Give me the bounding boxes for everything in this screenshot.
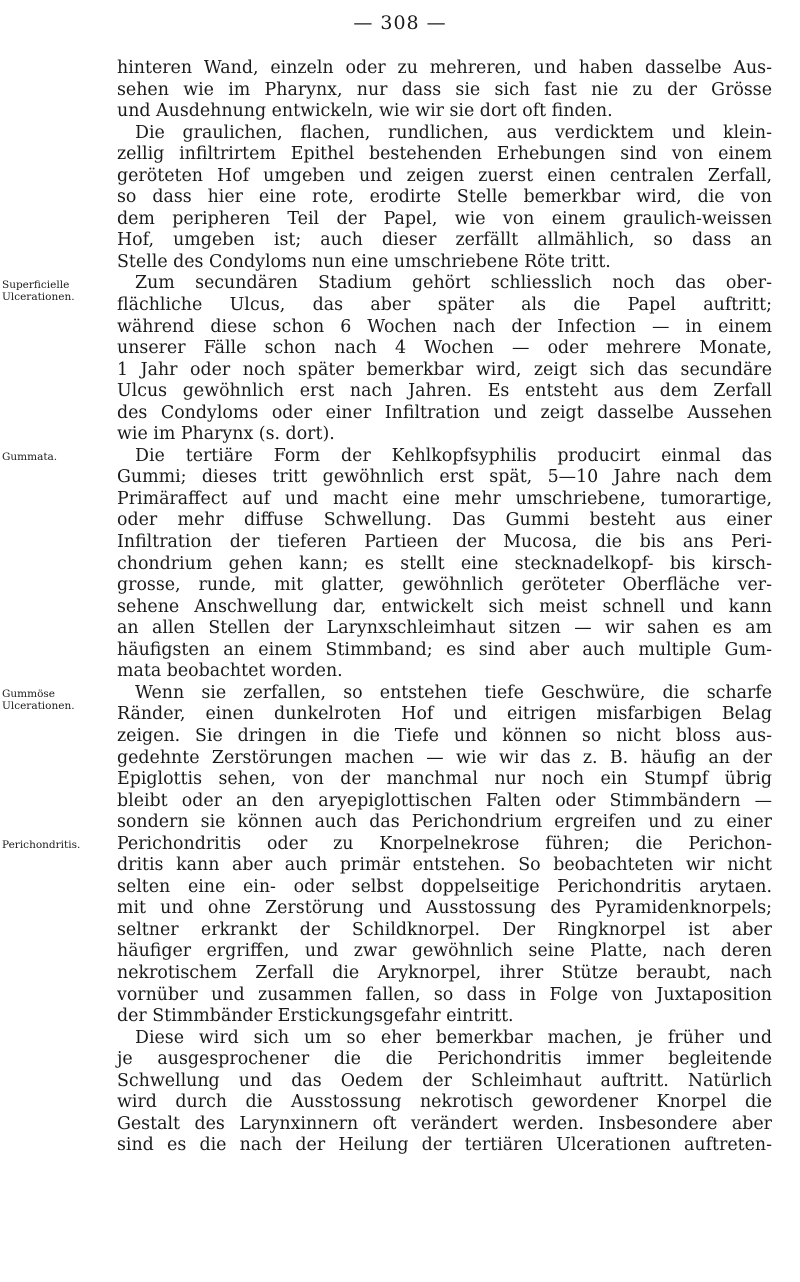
margin-note-line: Gummata.	[2, 450, 58, 463]
text-line: zeigen. Sie dringen in die Tiefe und können so nicht bloss aus-	[117, 725, 772, 746]
text-line: Stelle des Condyloms nun eine umschriebene Röte tritt.	[117, 251, 611, 272]
text-line: unserer Fälle schon nach 4 Wochen — oder mehrere Monate,	[117, 338, 772, 359]
text-line: wie im Pharynx (s. dort).	[117, 424, 335, 445]
text-line: hinteren Wand, einzeln oder zu mehreren, und haben dasselbe Aus-	[117, 58, 772, 78]
text-line: wird durch die Ausstossung nekrotisch gewordener Knorpel die	[117, 1092, 772, 1113]
page-number: — 308 —	[353, 12, 447, 34]
text-line: häufigsten an einem Stimmband; es sind aber auch multiple Gum-	[117, 639, 772, 660]
margin-note-line: Gummöse	[2, 687, 55, 700]
text-line: sondern sie können auch das Perichondrium ergreifen und zu einer	[117, 812, 772, 833]
text-line: sehene Anschwellung dar, entwickelt sich meist schnell und kann	[117, 596, 772, 617]
text-line: Die graulichen, flachen, rundlichen, aus verdicktem und klein-	[135, 122, 772, 143]
text-line: Wenn sie zerfallen, so entstehen tiefe Geschwüre, die scharfe	[135, 682, 772, 703]
text-line: chondrium gehen kann; es stellt eine stecknadelkopf- bis kirsch-	[117, 553, 772, 574]
text-line: geröteten Hof umgeben und zeigen zuerst einen centralen Zerfall,	[117, 165, 772, 186]
text-line: sind es die nach der Heilung der tertiären Ulcerationen auftreten-	[117, 1135, 772, 1156]
text-line: häufiger ergriffen, und zwar gewöhnlich seine Platte, nach deren	[117, 941, 772, 962]
text-line: 1 Jahr oder noch später bemerkbar wird, zeigt sich das secundäre	[117, 359, 772, 380]
text-line: grosse, runde, mit glatter, gewöhnlich geröteter Oberfläche ver-	[117, 575, 772, 596]
text-line: so dass hier eine rote, erodirte Stelle bemerkbar wird, die von	[117, 187, 772, 208]
text-line: Epiglottis sehen, von der manchmal nur noch ein Stumpf übrig	[117, 769, 772, 790]
text-line: gedehnte Zerstörungen machen — wie wir das z. B. häufig an der	[117, 747, 772, 768]
text-line: Diese wird sich um so eher bemerkbar machen, je früher und	[135, 1027, 772, 1048]
text-line: sehen wie im Pharynx, nur dass sie sich fast nie zu der Grösse	[117, 79, 772, 100]
margin-note-line: Perichondritis.	[2, 838, 81, 851]
margin-note	[2, 839, 114, 851]
text-line: mata beobachtet worden.	[117, 661, 343, 682]
margin-note	[2, 688, 114, 712]
text-line: dem peripheren Teil der Papel, wie von einem graulich-weissen	[117, 208, 772, 229]
text-line: mit und ohne Zerstörung und Ausstossung des Pyramidenknorpels;	[117, 898, 772, 919]
text-line: vornüber und zusammen fallen, so dass in Folge von Juxtaposition	[117, 984, 772, 1005]
text-line: seltner erkrankt der Schildknorpel. Der Ringknorpel ist aber	[117, 919, 772, 940]
text-line: Hof, umgeben ist; auch dieser zerfällt allmählich, so dass an	[117, 230, 772, 251]
margin-note-line: Superficielle	[2, 278, 70, 291]
text-line: Primäraffect auf und macht eine mehr umschriebene, tumorartige,	[117, 488, 772, 509]
text-line: Ränder, einen dunkelroten Hof und eitrigen misfarbigen Belag	[117, 704, 772, 725]
text-line: Gestalt des Larynxinnern oft verändert werden. Insbesondere aber	[117, 1113, 772, 1134]
text-line: je ausgesprochener die die Perichondritis immer begleitende	[117, 1049, 772, 1070]
text-line: bleibt oder an den aryepiglottischen Falten oder Stimmbändern —	[117, 790, 772, 811]
text-line: Gummi; dieses tritt gewöhnlich erst spät, 5—10 Jahre nach dem	[117, 467, 772, 488]
text-line: flächliche Ulcus, das aber später als die Papel auftritt;	[117, 295, 772, 316]
margin-note-line: Ulcerationen.	[2, 290, 75, 303]
text-line: dritis kann aber auch primär entstehen. So beobachteten wir nicht	[117, 855, 772, 876]
text-line: zellig infiltrirtem Epithel bestehenden Erhebungen sind von einem	[117, 144, 772, 165]
text-line: oder mehr diffuse Schwellung. Das Gummi besteht aus einer	[117, 510, 772, 531]
text-line: Die tertiäre Form der Kehlkopfsyphilis producirt einmal das	[135, 445, 772, 466]
text-line: der Stimmbänder Erstickungsgefahr eintritt.	[117, 1006, 514, 1027]
text-line: während diese schon 6 Wochen nach der Infection — in einem	[117, 316, 772, 337]
text-line: nekrotischem Zerfall die Aryknorpel, ihrer Stütze beraubt, nach	[117, 962, 772, 983]
text-line: an allen Stellen der Larynxschleimhaut sitzen — wir sahen es am	[117, 618, 772, 639]
margin-note-line: Ulcerationen.	[2, 699, 75, 712]
margin-note	[2, 279, 114, 303]
text-line: und Ausdehnung entwickeln, wie wir sie dort oft finden.	[117, 101, 613, 122]
text-line: Perichondritis oder zu Knorpelnekrose führen; die Perichon-	[117, 833, 772, 854]
text-line: Ulcus gewöhnlich erst nach Jahren. Es entsteht aus dem Zerfall	[117, 381, 772, 402]
text-line: Infiltration der tieferen Partieen der Mucosa, die bis ans Peri-	[117, 532, 772, 553]
text-line: des Condyloms oder einer Infiltration und zeigt dasselbe Aussehen	[117, 402, 772, 423]
body-text	[117, 58, 772, 1157]
text-line: Schwellung und das Oedem der Schleimhaut auftritt. Natürlich	[117, 1070, 772, 1091]
text-line: selten eine ein- oder selbst doppelseitige Perichondritis arytaen.	[117, 876, 772, 897]
margin-note	[2, 451, 114, 463]
text-line: Zum secundären Stadium gehört schliesslich noch das ober-	[135, 273, 772, 294]
